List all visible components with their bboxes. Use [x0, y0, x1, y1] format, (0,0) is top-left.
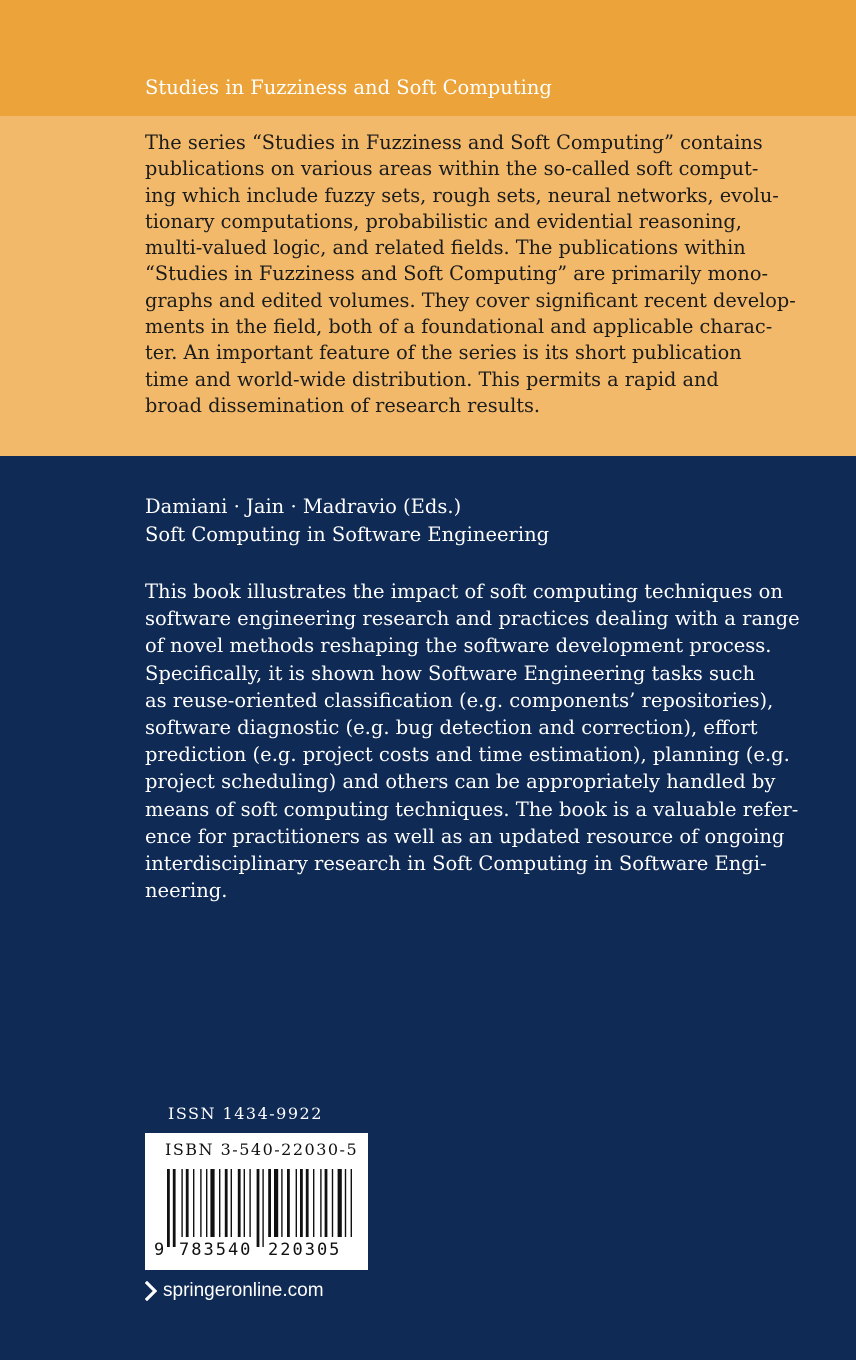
barcode-right-digits: 220305 [268, 1240, 342, 1260]
barcode-bar [287, 1169, 290, 1237]
series-description-line: “Studies in Fuzziness and Soft Computing” are primarily mono- [145, 262, 768, 286]
issn-number: ISSN 1434-9922 [168, 1104, 323, 1123]
book-description-line: as reuse-oriented classification (e.g. components’ repositories), [145, 688, 774, 712]
book-description-line: neering. [145, 879, 228, 903]
barcode-bar [231, 1169, 232, 1237]
series-description-line: The series “Studies in Fuzziness and Soft Computing” contains [145, 131, 763, 154]
barcode-bar [225, 1169, 228, 1237]
barcode-bar [249, 1169, 250, 1237]
barcode-bar [173, 1169, 176, 1247]
barcode-bar [332, 1169, 333, 1237]
book-title: Soft Computing in Software Engineering [145, 523, 550, 546]
book-description-line: This book illustrates the impact of soft computing techniques on [145, 580, 783, 603]
series-description [145, 130, 796, 419]
barcode-bar [210, 1169, 214, 1237]
series-description-line: tionary computations, probabilistic and evidential reasoning, [145, 209, 742, 233]
barcode-bar [193, 1169, 194, 1237]
book-description-line: of novel methods reshaping the software development process. [145, 634, 772, 658]
isbn-number: ISBN 3-540-22030-5 [165, 1140, 359, 1159]
barcode-bar [300, 1169, 303, 1237]
barcode-bar [200, 1169, 201, 1237]
barcode-bar [325, 1169, 328, 1237]
series-description-line: graphs and edited volumes. They cover significant recent develop- [145, 288, 796, 312]
book-description-line: ence for practitioners as well as an updated resource of ongoing [145, 824, 785, 848]
book-description-line: software engineering research and practices dealing with a range [145, 607, 800, 631]
series-description-line: time and world-wide distribution. This permits a rapid and [145, 367, 719, 391]
barcode-left-digits: 783540 [179, 1240, 253, 1260]
series-description-line: ments in the field, both of a foundational and applicable charac- [145, 315, 773, 339]
publisher-website-link[interactable]: springeronline.com [163, 1280, 324, 1301]
barcode-bar [351, 1169, 352, 1237]
series-description-line: ter. An important feature of the series is its short publication [145, 341, 742, 365]
barcode-bar [186, 1169, 189, 1237]
book-description-line: interdisciplinary research in Soft Computing in Software Engi- [145, 852, 767, 876]
book-description-line: software diagnostic (e.g. bug detection and correction), effort [145, 716, 758, 740]
barcode-bar [313, 1169, 314, 1237]
barcode-bar [345, 1169, 346, 1237]
barcode-label [145, 1133, 368, 1270]
series-description-line: multi-valued logic, and related fields. The publications within [145, 236, 746, 260]
barcode-bar [320, 1169, 321, 1237]
series-description-line: broad dissemination of research results. [145, 393, 541, 417]
barcode-bar [257, 1169, 260, 1247]
book-description [145, 578, 800, 904]
barcode-bar [296, 1169, 297, 1237]
book-description-line: prediction (e.g. project costs and time estimation), planning (e.g. [145, 743, 790, 767]
barcode-bar [244, 1169, 245, 1237]
series-description-line: ing which include fuzzy sets, rough sets, neural networks, evolu- [145, 183, 779, 207]
barcode-bar [181, 1169, 182, 1237]
barcode-bar [306, 1169, 309, 1237]
barcode-bar [262, 1169, 263, 1247]
barcode-first-digit: 9 [154, 1240, 165, 1260]
book-description-line: Specifically, it is shown how Software Engineering tasks such [145, 661, 756, 685]
barcode-bar [338, 1169, 342, 1237]
chevron-right-icon [145, 1281, 157, 1301]
barcode-bar [206, 1169, 207, 1237]
barcode-bar [238, 1169, 241, 1237]
book-description-line: project scheduling) and others can be appropriately handled by [145, 770, 776, 794]
book-editors: Damiani · Jain · Madravio (Eds.) [145, 495, 462, 518]
book-description-line: means of soft computing techniques. The book is a valuable refer- [145, 797, 799, 821]
barcode-bar [219, 1169, 220, 1237]
barcode-bar [281, 1169, 282, 1237]
series-title: Studies in Fuzziness and Soft Computing [145, 76, 552, 99]
barcode-bar [167, 1169, 170, 1247]
series-description-line: publications on various areas within the so-called soft comput- [145, 157, 759, 181]
barcode-bar [268, 1169, 271, 1237]
barcode-bar [274, 1169, 278, 1237]
